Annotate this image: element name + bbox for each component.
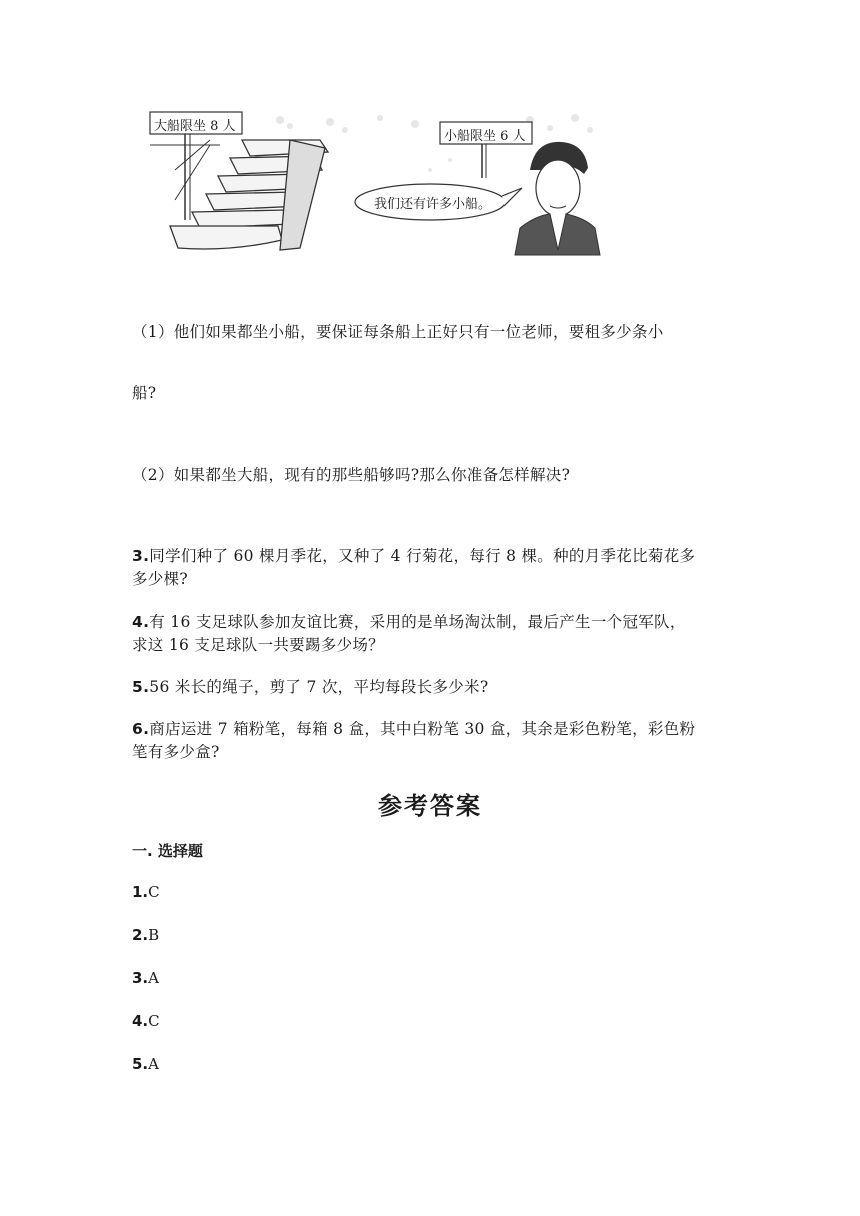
- problem-text-line-2: 求这 16 支足球队一共要踢多少场？: [132, 636, 384, 654]
- problem-number: 4.: [132, 613, 150, 631]
- problem-number: 3.: [132, 547, 150, 565]
- boat-illustration: [130, 100, 610, 260]
- answer-value: A: [148, 1055, 159, 1073]
- problem-text-line-2: 多少棵?: [132, 570, 189, 588]
- answer-number: 4.: [132, 1012, 149, 1030]
- answer-4: [132, 1012, 160, 1030]
- problem-text-line-1: 56 米长的绳子，剪了 7 次，平均每段长多少米?: [149, 678, 489, 696]
- answer-number: 3.: [132, 969, 149, 987]
- answer-section-heading: 一. 选择题: [132, 842, 203, 860]
- answer-5: [132, 1055, 159, 1073]
- answer-2: [132, 926, 159, 944]
- answer-title: 参考答案: [378, 791, 482, 820]
- answer-value: A: [148, 969, 159, 987]
- answer-1: [132, 883, 160, 901]
- sub-question-1-line-1: （1）他们如果都坐小船，要保证每条船上正好只有一位老师，要租多少条小: [132, 323, 664, 341]
- big-boat-sign-text: 大船限坐 8 人: [154, 119, 236, 134]
- problem-4: [132, 611, 752, 657]
- sub-question-2-line-1: （2）如果都坐大船，现有的那些船够吗?那么你准备怎样解决?: [132, 466, 571, 484]
- boat-stack: [170, 140, 328, 250]
- problem-text-line-1: 商店运进 7 箱粉笔，每箱 8 盒，其中白粉笔 30 盒，其余是彩色粉笔，彩色粉: [149, 720, 696, 738]
- answer-number: 5.: [132, 1055, 149, 1073]
- problem-number: 6.: [132, 720, 150, 738]
- problem-3: [132, 545, 752, 591]
- problem-6: [132, 718, 752, 764]
- problem-number: 5.: [132, 678, 150, 696]
- answer-value: C: [148, 1012, 160, 1030]
- problem-text-line-1: 同学们种了 60 棵月季花，又种了 4 行菊花，每行 8 棵。种的月季花比菊花多: [149, 547, 696, 565]
- speech-bubble-text: 我们还有许多小船。: [374, 197, 492, 212]
- answer-value: C: [148, 883, 160, 901]
- answer-number: 1.: [132, 883, 149, 901]
- answer-number: 2.: [132, 926, 149, 944]
- problem-text-line-2: 笔有多少盒?: [132, 743, 220, 761]
- small-boat-sign-text: 小船限坐 6 人: [444, 129, 526, 144]
- sub-question-1-line-2: 船?: [132, 384, 157, 402]
- problem-text-line-1: 有 16 支足球队参加友谊比赛，采用的是单场淘汰制，最后产生一个冠军队，: [149, 613, 686, 631]
- teacher-figure: [515, 142, 600, 255]
- problem-5: [132, 676, 752, 699]
- answer-value: B: [148, 926, 160, 944]
- answer-3: [132, 969, 159, 987]
